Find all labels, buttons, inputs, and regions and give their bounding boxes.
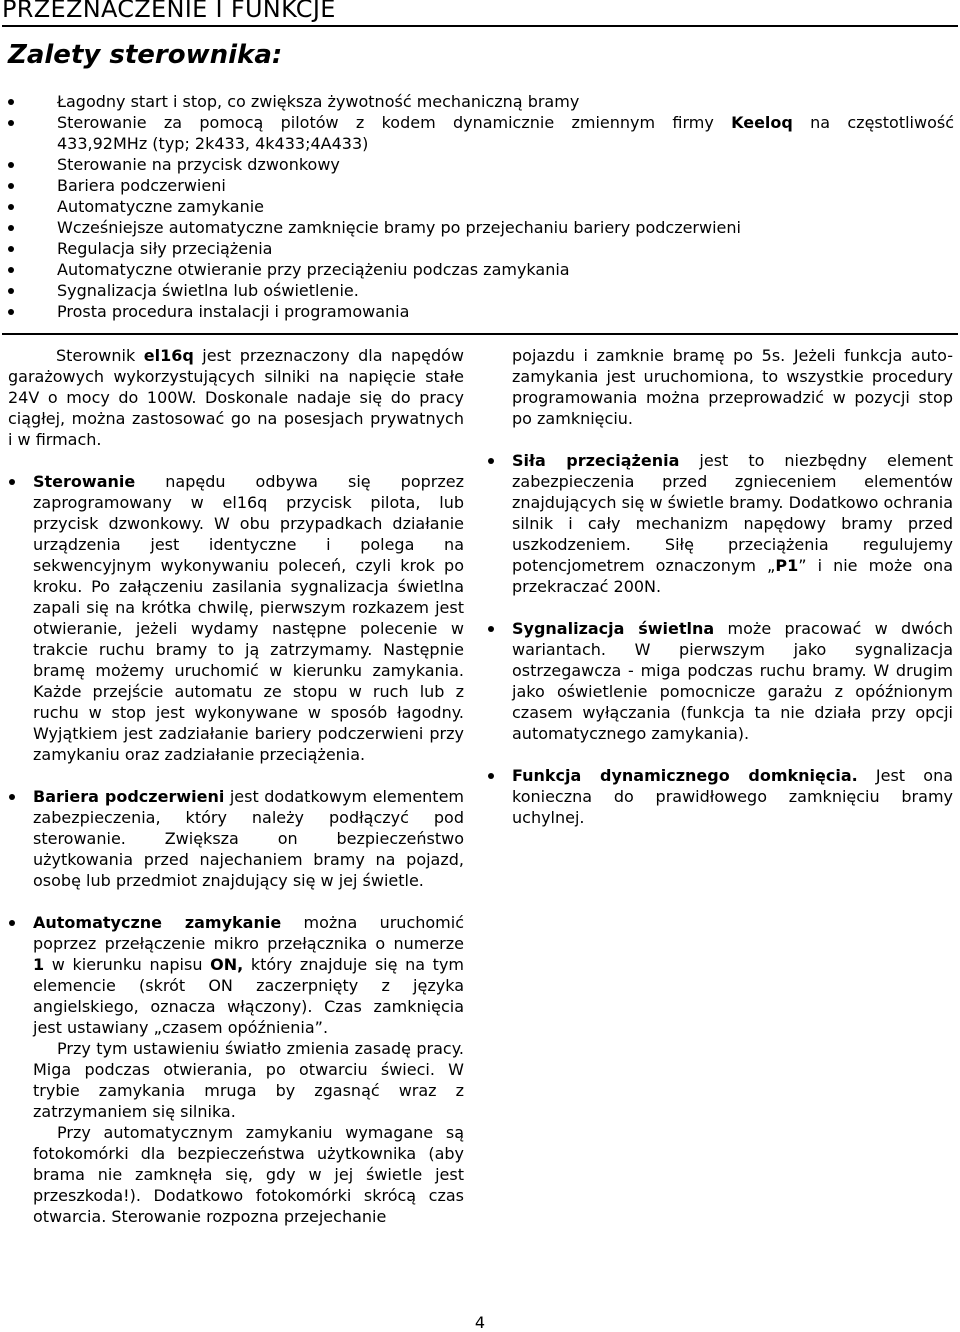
list-item-control: Sterowanie napędu odbywa się poprzez zaprogramowany w el16q przycisk pilota, lub przycisk dzwonkowy. W obu przypadkach działanie urządzenia jest identyczne i polega na sekwencyjnym wykonywaniu poleceń, czyli krok po kroku. Po załączeniu zasilania sygnalizacja świetlna zapali się na krótka chwilę, pierwszym rozkazem jest otwieranie, jeżeli wydamy następne polecenie w trakcie ruchu bramy to ją zatrzymamy. Następnie bramę możemy uruchomić w kierunku zamykania. Każde przejście automatu ze stopu w ruch lub z ruchu w stop jest wykonywane w sposób łagodny. Wyjątkiem jest zadziałanie bariery podczerwieni przy zamykaniu oraz zadziałanie przeciążenia. — [8, 471, 464, 765]
left-bullet-list — [8, 471, 464, 1227]
feature-item: Łagodny start i stop, co zwiększa żywotność mechaniczną bramy — [0, 91, 960, 112]
bullet-icon — [8, 288, 14, 294]
bullet-icon — [8, 246, 14, 252]
page-header-title: PRZEZNACZENIE I FUNKCJE — [2, 0, 336, 23]
feature-item: Bariera podczerwieni — [0, 175, 960, 196]
auto-close-paragraph: Przy tym ustawieniu światło zmienia zasadę pracy. Miga podczas otwierania, po otwarciu świeci. W trybie zamykania mruga by zgasnąć wraz z zatrzymaniem się silnika. — [33, 1039, 464, 1121]
list-item-dynamic-closing: Funkcja dynamicznego domknięcia. Jest ona konieczna do prawidłowego zamknięciu bramy uchylnej. — [487, 765, 953, 828]
bullet-icon — [8, 183, 14, 189]
section-divider — [2, 333, 958, 335]
feature-item: Automatyczne otwieranie przy przeciążeniu podczas zamykania — [0, 259, 960, 280]
bullet-icon — [8, 99, 14, 105]
feature-item: Wcześniejsze automatyczne zamknięcie bramy po przejechaniu bariery podczerwieni — [0, 217, 960, 238]
continued-paragraph: pojazdu i zamknie bramę po 5s. Jeżeli funkcja auto-zamykania jest uruchomiona, to wszystkie procedury programowania można przeprowadzić w pozycji stop po zamknięciu. — [512, 346, 953, 428]
bullet-icon — [8, 309, 14, 315]
bullet-icon — [9, 479, 15, 485]
feature-item: Automatyczne zamykanie — [0, 196, 960, 217]
bullet-icon — [488, 626, 494, 632]
bullet-icon — [8, 162, 14, 168]
feature-list — [0, 91, 960, 322]
model-name: el16q — [143, 346, 194, 365]
right-column — [487, 345, 953, 828]
list-item-barrier: Bariera podczerwieni jest dodatkowym elementem zabezpieczenia, który należy podłączyć pod sterowanie. Zwiększa on bezpieczeństwo użytkowania przed najechaniem bramy na pojazd, osobę lub przedmiot znajdujący się w jej świetle. — [8, 786, 464, 891]
bullet-icon — [9, 920, 15, 926]
list-item-signal: Sygnalizacja świetlna może pracować w dwóch wariantach. W pierwszym jako sygnalizacja ostrzegawcza - miga podczas ruchu bramy. W drugim jako oświetlenie pomocnicze garażu z opóźnionym czasem wyłączania (funkcja ta nie działa przy opcji automatycznego zamykania). — [487, 618, 953, 744]
section-heading: Zalety sterownika: — [8, 40, 283, 70]
bullet-icon — [488, 773, 494, 779]
bullet-icon — [8, 267, 14, 273]
bullet-icon — [8, 225, 14, 231]
right-bullet-list — [487, 450, 953, 828]
intro-paragraph: Sterownik el16q jest przeznaczony dla napędów garażowych wykorzystujących silniki na napięcie stałe 24V o mocy do 100W. Doskonale nadaje się do pracy ciągłej, można zastosować go na posesjach prywatnych i w firmach. — [8, 346, 464, 449]
feature-item: Sterowanie na przycisk dzwonkowy — [0, 154, 960, 175]
page-number: 4 — [474, 1313, 486, 1332]
bullet-icon — [8, 120, 14, 126]
feature-item: Sterowanie za pomocą pilotów z kodem dynamicznie zmiennym firmy Keeloq na częstotliwość 433,92MHz (typ; 2k433, 4k433;4A433) — [0, 112, 960, 154]
brand-name: Keeloq — [731, 113, 793, 132]
header-divider — [2, 25, 958, 27]
bullet-icon — [9, 794, 15, 800]
left-column — [8, 345, 464, 1227]
list-item-auto-close: Automatyczne zamykanie można uruchomić poprzez przełączenie mikro przełącznika o numerze 1 w kierunku napisu ON, który znajduje się na tym elemencie (skrót ON zaczerpnięty z języka angielskiego, oznacza włączony). Czas zamknięcia jest ustawiany „czasem opóźnienia”. Przy tym ustawieniu światło zmienia zasadę pracy. Miga podczas otwierania, po otwarciu świeci. W trybie zamykania mruga by zgasnąć wraz z zatrzymaniem się silnika. Przy automatycznym zamykaniu wymagane są fotokomórki dla bezpieczeństwa użytkownika (aby brama nie zamknęła się, gdy w jej świetle jest przeszkoda!). Dodatkowo fotokomórki skrócą czas otwarcia. Sterowanie rozpozna przejechanie — [8, 912, 464, 1227]
feature-item: Regulacja siły przeciążenia — [0, 238, 960, 259]
feature-item: Prosta procedura instalacji i programowania — [0, 301, 960, 322]
bullet-icon — [488, 458, 494, 464]
auto-close-paragraph: Przy automatycznym zamykaniu wymagane są fotokomórki dla bezpieczeństwa użytkownika (aby brama nie zamknęła się, gdy w jej świetle jest przeszkoda!). Dodatkowo fotokomórki skrócą czas otwarcia. Sterowanie rozpozna przejechanie — [33, 1123, 464, 1226]
feature-item: Sygnalizacja świetlna lub oświetlenie. — [0, 280, 960, 301]
list-item-force: Siła przeciążenia jest to niezbędny element zabezpieczenia przed zgnieceniem elementów znajdujących się w świetle bramy. Dodatkowo ochrania silnik i cały mechanizm napędowy bramy przed uszkodzeniem. Siłę przeciążenia regulujemy potencjometrem oznaczonym „P1” i nie może ona przekraczać 200N. — [487, 450, 953, 597]
bullet-icon — [8, 204, 14, 210]
